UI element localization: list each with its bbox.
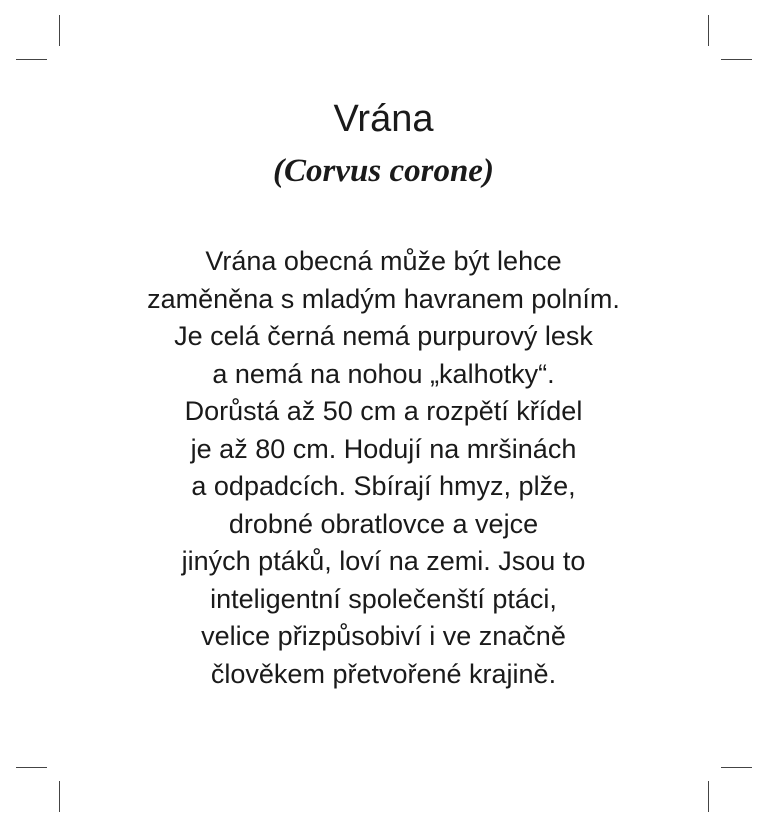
description-line: velice přizpůsobiví i ve značně bbox=[201, 621, 566, 651]
page-title: Vrána bbox=[333, 98, 434, 140]
description-paragraph bbox=[0, 243, 767, 693]
description-line: inteligentní společenští ptáci, bbox=[210, 583, 557, 614]
crop-mark-bottom-right-vertical bbox=[708, 781, 709, 812]
crop-mark-bottom-left-vertical bbox=[59, 781, 60, 812]
description-line: Dorůstá až 50 cm a rozpětí křídel bbox=[184, 396, 583, 426]
crop-mark-top-left-horizontal bbox=[16, 59, 47, 60]
latin-name-subtitle: (Corvus corone) bbox=[273, 153, 494, 189]
crop-mark-bottom-left-horizontal bbox=[16, 767, 47, 768]
description-line: zaměněna s mladým havranem polním. bbox=[147, 283, 620, 314]
description-line: drobné obratlovce a vejce bbox=[228, 508, 539, 539]
description-line: je až 80 cm. Hodují na mršinách bbox=[190, 433, 577, 464]
description-line: a nemá na nohou „kalhotky“. bbox=[212, 358, 555, 389]
description-line: jiných ptáků, loví na zemi. Jsou to bbox=[181, 546, 586, 576]
crop-mark-top-left-vertical bbox=[59, 15, 60, 46]
crop-mark-top-right-vertical bbox=[708, 15, 709, 46]
crop-mark-bottom-right-horizontal bbox=[721, 767, 752, 768]
description-line: člověkem přetvořené krajině. bbox=[210, 658, 557, 689]
description-line: Vrána obecná může být lehce bbox=[205, 246, 562, 276]
description-line: Je celá černá nemá purpurový lesk bbox=[174, 321, 593, 351]
description-line: a odpadcích. Sbírají hmyz, plže, bbox=[191, 471, 576, 501]
crop-mark-top-right-horizontal bbox=[721, 59, 752, 60]
